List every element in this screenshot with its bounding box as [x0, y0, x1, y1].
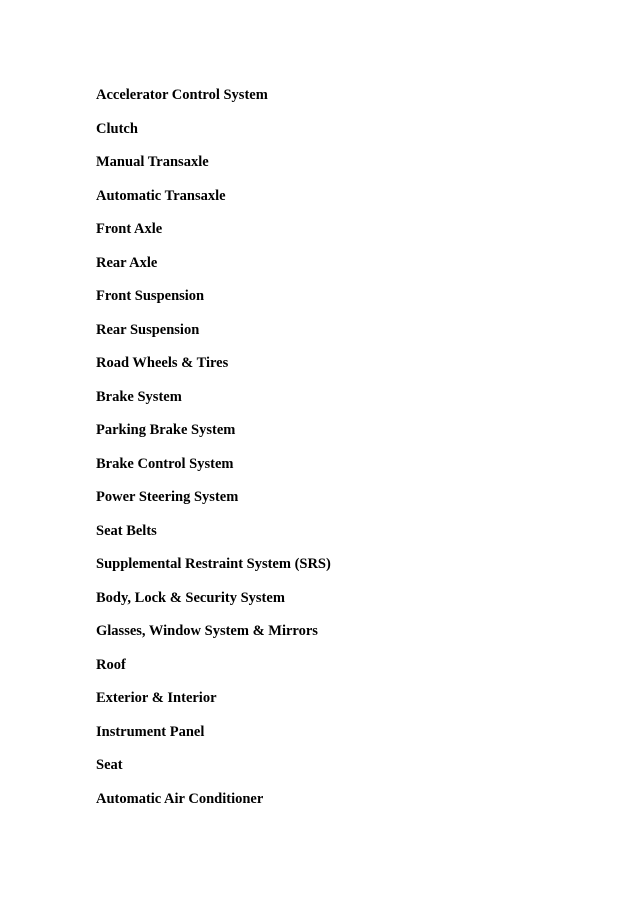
list-item: Front Axle	[96, 221, 163, 237]
list-item: Instrument Panel	[96, 723, 205, 740]
list-item: Body, Lock & Security System	[96, 589, 285, 606]
list-item: Road Wheels & Tires	[96, 355, 229, 371]
list-item: Power Steering System	[96, 489, 239, 505]
list-item: Brake System	[96, 388, 182, 405]
list-item: Manual Transaxle	[96, 154, 209, 170]
list-item: Exterior & Interior	[96, 690, 217, 706]
section-list	[96, 86, 331, 823]
list-item: Brake Control System	[96, 455, 234, 472]
list-item: Seat	[96, 757, 123, 773]
list-item: Accelerator Control System	[96, 87, 268, 103]
list-item: Supplemental Restraint System (SRS)	[96, 556, 331, 572]
list-item: Front Suspension	[96, 288, 205, 304]
list-item: Seat Belts	[96, 522, 157, 539]
list-item: Automatic Air Conditioner	[96, 790, 264, 807]
list-item: Parking Brake System	[96, 422, 236, 438]
list-item: Clutch	[96, 120, 138, 137]
list-item: Rear Suspension	[96, 321, 200, 338]
list-item: Roof	[96, 656, 126, 673]
list-item: Glasses, Window System & Mirrors	[96, 623, 318, 639]
list-item: Rear Axle	[96, 254, 158, 271]
list-item: Automatic Transaxle	[96, 187, 226, 204]
